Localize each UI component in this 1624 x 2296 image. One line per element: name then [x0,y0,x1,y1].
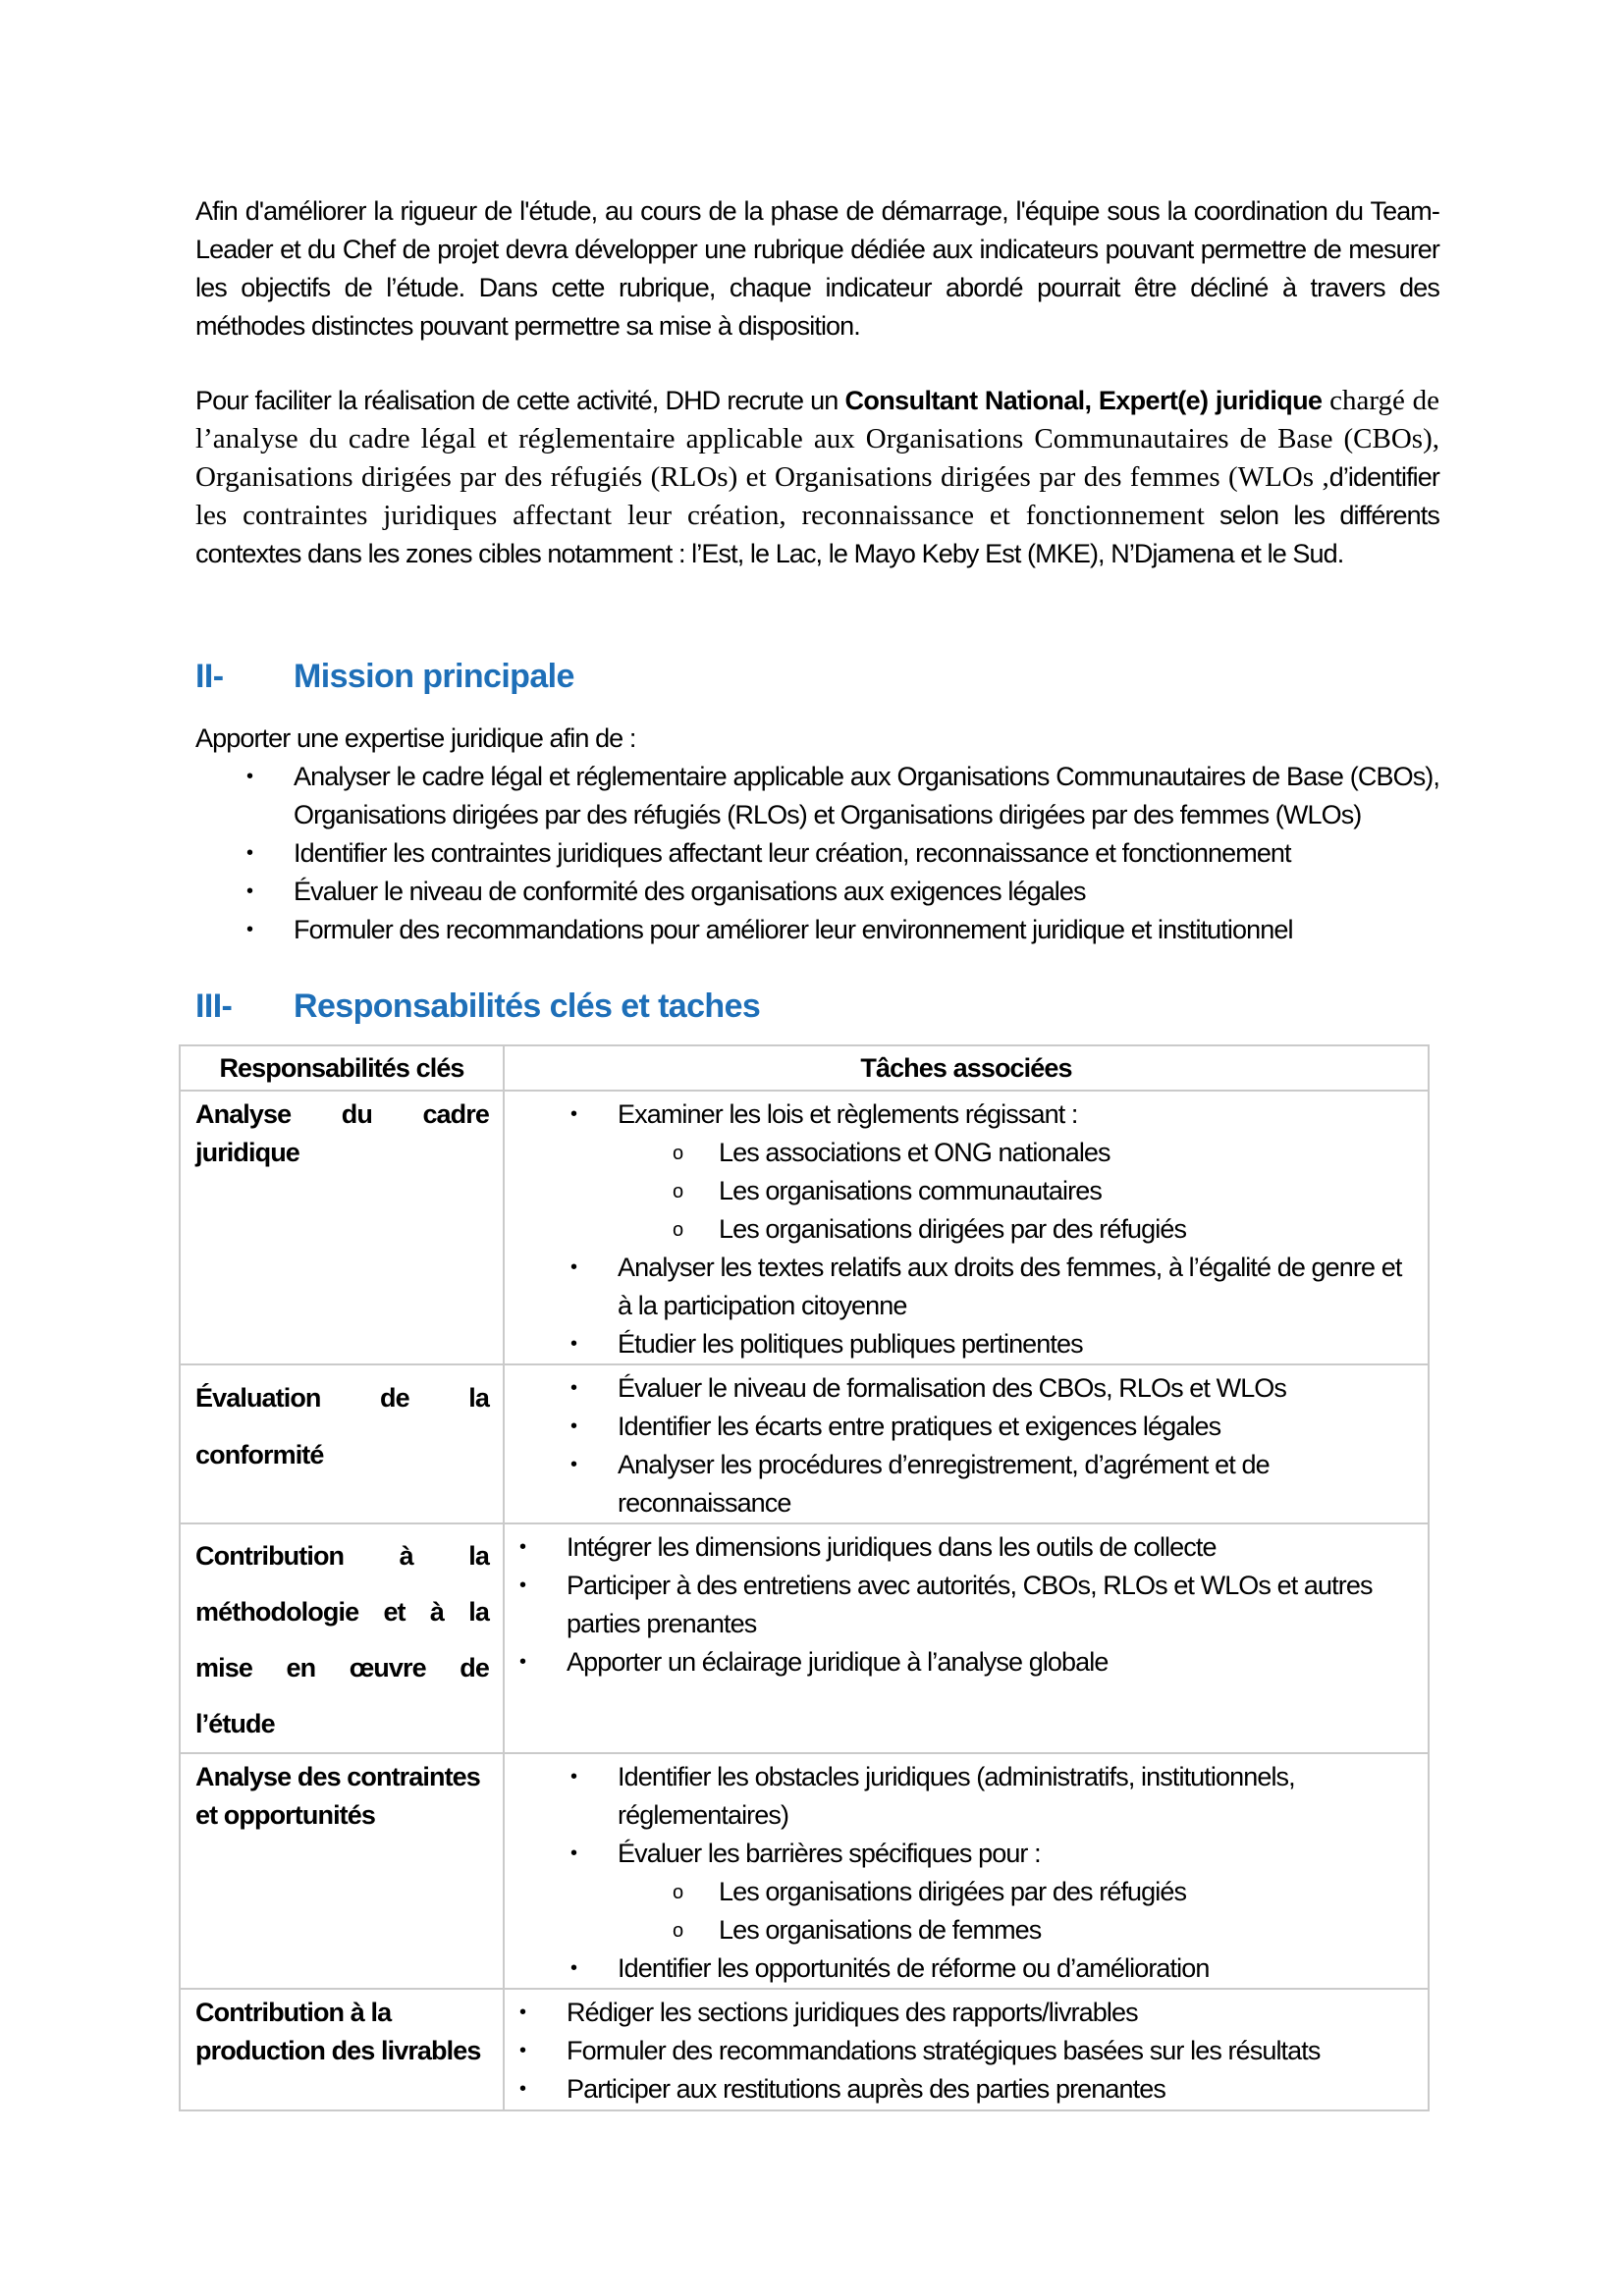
task-item: • Analyser les textes relatifs aux droits des femmes, à l’égalité de genre et à la participation citoyenne [505,1249,1418,1325]
mission-item: • Analyser le cadre légal et réglementaire applicable aux Organisations Communautaires de Base (CBOs), Organisations dirigées par des réfugiés (RLOs) et Organisations dirigées par des femmes (WLOs) [195,758,1439,834]
bullet-icon: • [570,1256,577,1278]
section-3-heading [195,988,760,1026]
row-tasks [504,1753,1429,1989]
sub-task-item: o Les organisations communautaires [618,1172,1418,1210]
bullet-icon: • [570,1454,577,1475]
task-item: • Examiner les lois et règlements régissant : o Les associations et ONG nationales o Les organisations communautaires o Les organisations dirigées par des réfugiés [505,1095,1418,1249]
bullet-icon: • [570,1842,577,1864]
task-item: • Identifier les opportunités de réforme ou d’amélioration [505,1949,1418,1988]
bullet-icon: • [246,881,253,902]
row-tasks [504,1989,1429,2110]
mission-intro: Apporter une expertise juridique afin de : [195,723,636,753]
row-tasks [504,1091,1429,1364]
bullet-icon: • [570,1415,577,1437]
bullet-icon: • [570,1766,577,1788]
task-item: • Évaluer le niveau de formalisation des CBOs, RLOs et WLOs [505,1369,1418,1408]
task-item: • Participer aux restitutions auprès des parties prenantes [505,2070,1418,2109]
bullet-icon: • [246,842,253,864]
task-item: • Étudier les politiques publiques pertinentes [505,1325,1418,1363]
sub-task-item: o Les organisations dirigées par des réfugiés [618,1210,1418,1249]
task-item: • Identifier les écarts entre pratiques et exigences légales [505,1408,1418,1446]
intro-paragraph-1: Afin d'améliorer la rigueur de l'étude, au cours de la phase de démarrage, l'équipe sous la coordination du Team-Leader et du Chef de projet devra développer une rubrique dédiée aux indicateurs pouvant permettre de mesurer les objectifs de l’étude. Dans cette rubrique, chaque indicateur abordé pourrait être décliné à travers des méthodes distinctes pouvant permettre sa mise à disposition. [195,196,1439,341]
bullet-icon: • [519,2078,526,2100]
table-row [180,1091,1429,1364]
row-key: Évaluation de la conformité [180,1364,504,1523]
task-item: • Évaluer les barrières spécifiques pour : o Les organisations dirigées par des réfugiés o Les organisations de femmes [505,1835,1418,1949]
row-key: Analyse du cadre juridique [180,1091,504,1364]
bullet-icon: • [570,1957,577,1979]
task-item: • Formuler des recommandations stratégiques basées sur les résultats [505,2032,1418,2070]
sub-task-item: o Les organisations de femmes [618,1911,1418,1949]
row-key: Contribution à la méthodologie et à la mise en œuvre de l’étude [180,1523,504,1753]
responsibilities-table [179,1044,1430,2111]
circle-bullet-icon: o [673,1882,683,1903]
table-row [180,1753,1429,1989]
row-tasks [504,1364,1429,1523]
task-item: • Participer à des entretiens avec autorités, CBOs, RLOs et WLOs et autres parties prenantes [505,1567,1418,1643]
table-header-row [180,1045,1429,1091]
bullet-icon: • [519,1575,526,1596]
table-row [180,1523,1429,1753]
intro-paragraph-2 [195,382,1439,573]
bullet-icon: • [519,2040,526,2061]
bullet-icon: • [570,1103,577,1125]
table-row [180,1989,1429,2110]
bullet-icon: • [519,1536,526,1558]
bullet-icon: • [519,1651,526,1673]
task-item: • Analyser les procédures d’enregistrement, d’agrément et de reconnaissance [505,1446,1418,1522]
task-item: • Identifier les obstacles juridiques (administratifs, institutionnels, réglementaires) [505,1758,1418,1835]
sub-task-item: o Les associations et ONG nationales [618,1134,1418,1172]
paragraph-lead: Pour faciliter la réalisation de cette activité, DHD recrute un [195,386,845,415]
header-associated-tasks: Tâches associées [504,1045,1429,1091]
table-row [180,1364,1429,1523]
mission-item: • Formuler des recommandations pour améliorer leur environnement juridique et institutionnel [195,911,1439,949]
section-2-heading [195,658,574,696]
bullet-icon: • [570,1333,577,1355]
circle-bullet-icon: o [673,1219,683,1241]
mission-list [195,758,1439,949]
mission-item: • Évaluer le niveau de conformité des organisations aux exigences légales [195,873,1439,911]
paragraph-serif-part-1: chargé de l’analyse du cadre légal et réglementaire applicable aux Organisations Communautaires de Base (CBOs), Organisations dirigées par des réfugiés (RLOs) et Organisations dirigées par des femmes (WLOs , [195,385,1440,493]
circle-bullet-icon: o [673,1143,683,1164]
bullet-icon: • [570,1377,577,1399]
sub-task-item: o Les organisations dirigées par des réfugiés [618,1873,1418,1911]
section-2-number: II- [195,658,224,695]
paragraph-sans-part: d’identifier [1328,462,1439,492]
circle-bullet-icon: o [673,1920,683,1942]
paragraph-tail: selon les différents contextes dans les zones cibles notamment : l’Est, le Lac, le Mayo Keby Est (MKE), N’Djamena et le Sud. [195,501,1439,568]
bullet-icon: • [519,2002,526,2023]
task-item: • Intégrer les dimensions juridiques dans les outils de collecte [505,1528,1418,1567]
row-key: Analyse des contraintes et opportunités [180,1753,504,1989]
section-3-title: Responsabilités clés et taches [294,988,761,1025]
mission-item: • Identifier les contraintes juridiques affectant leur création, reconnaissance et fonctionnement [195,834,1439,873]
row-key: Contribution à la production des livrables [180,1989,504,2110]
row-tasks [504,1523,1429,1753]
paragraph-serif-part-2: les contraintes juridiques affectant leur création, reconnaissance et fonctionnement [195,500,1205,531]
header-key-responsibilities: Responsabilités clés [180,1045,504,1091]
section-3-number: III- [195,988,233,1025]
bullet-icon: • [246,919,253,940]
task-item: • Apporter un éclairage juridique à l’analyse globale [505,1643,1418,1682]
task-item: • Rédiger les sections juridiques des rapports/livrables [505,1994,1418,2032]
circle-bullet-icon: o [673,1181,683,1202]
consultant-title: Consultant National, Expert(e) juridique [844,386,1323,415]
section-2-title: Mission principale [294,658,574,695]
bullet-icon: • [246,766,253,787]
